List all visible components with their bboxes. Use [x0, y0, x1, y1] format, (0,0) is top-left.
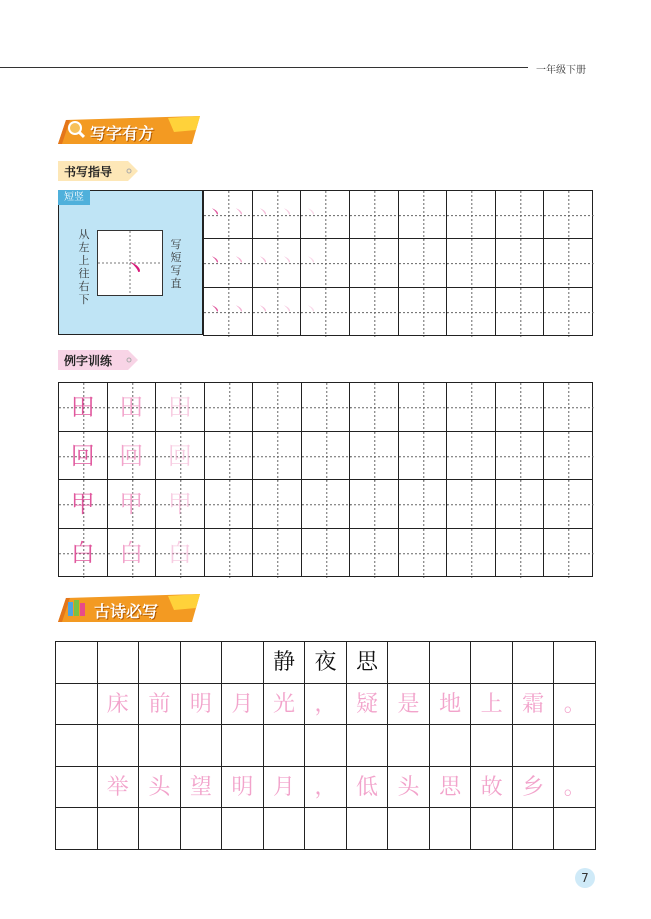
poem-cell: [346, 724, 389, 767]
practice-cell: [155, 382, 205, 432]
poem-cell: [512, 641, 555, 684]
stroke-name-tag: 短竖: [58, 190, 90, 205]
cell-guidelines: [350, 383, 400, 433]
practice-cell: [252, 431, 302, 481]
cell-guidelines: [350, 480, 400, 530]
poem-cell: [221, 724, 264, 767]
poem-line-char: 霜: [512, 683, 555, 726]
trace-stroke: 丶: [255, 251, 272, 271]
poem-cell: [263, 724, 306, 767]
poem-cell: [304, 724, 347, 767]
trace-stroke: 丶: [207, 203, 224, 222]
cell-guidelines: [399, 288, 449, 337]
cell-guidelines: [447, 432, 497, 482]
practice-cell: [543, 528, 593, 578]
cell-guidelines: [447, 529, 497, 579]
page-number: 7: [575, 868, 595, 888]
poem-cell: [138, 807, 181, 850]
stroke-left-hint: 从 左 上 往 右 下: [78, 228, 90, 306]
section-banner-writing: [58, 116, 208, 144]
poem-cell: [138, 724, 181, 767]
poem-line-char: 光: [263, 683, 306, 726]
practice-cell: [155, 528, 205, 578]
cell-guidelines: [302, 480, 352, 530]
poem-cell: [387, 724, 430, 767]
section-banner-poem: [58, 594, 208, 622]
practice-cell: [204, 431, 254, 481]
practice-trace-char: 田: [70, 393, 95, 422]
cell-guidelines: [350, 191, 400, 240]
poem-cell: [97, 807, 140, 850]
cell-guidelines: [399, 239, 449, 288]
poem-cell: [55, 724, 98, 767]
section-title-poem: 古诗必写: [94, 602, 159, 621]
practice-cell: [155, 431, 205, 481]
practice-cell: [107, 382, 157, 432]
stroke-trace-grid: [203, 190, 592, 335]
cell-guidelines: [496, 288, 546, 337]
stroke-model-cell: [97, 230, 163, 296]
trace-cell: [398, 238, 448, 287]
poem-title-char: 思: [346, 641, 389, 684]
trace-stroke: 丶: [231, 203, 248, 222]
cell-guidelines: [496, 383, 546, 433]
trace-stroke: 丶: [207, 299, 224, 319]
poem-title-char: 夜: [304, 641, 347, 684]
practice-cell: [543, 431, 593, 481]
practice-cell: [495, 528, 545, 578]
poem-line-char: 月: [221, 683, 264, 726]
practice-trace-char: 白: [167, 538, 192, 567]
poem-cell: [553, 807, 596, 850]
poem-cell: [263, 807, 306, 850]
practice-cell: [398, 479, 448, 529]
poem-line-char: 前: [138, 683, 181, 726]
poem-line-char: 上: [470, 683, 513, 726]
practice-cell: [349, 431, 399, 481]
cell-guidelines: [253, 529, 303, 579]
practice-trace-char: 田: [119, 393, 144, 422]
practice-cell: [543, 382, 593, 432]
cell-guidelines: [447, 288, 497, 337]
practice-cell: [398, 382, 448, 432]
books-icon: [68, 600, 88, 616]
poem-cell: [55, 683, 98, 726]
poem-cell: [512, 724, 555, 767]
example-practice-grid: [58, 382, 592, 576]
poem-line-char: 月: [263, 766, 306, 809]
practice-cell: [349, 479, 399, 529]
trace-cell: [495, 287, 545, 336]
cell-guidelines: [399, 432, 449, 482]
poem-line-char: 头: [138, 766, 181, 809]
poem-cell: [304, 807, 347, 850]
cell-guidelines: [496, 191, 546, 240]
trace-cell: [446, 190, 496, 239]
cell-guidelines: [302, 432, 352, 482]
cell-guidelines: [205, 480, 255, 530]
poem-line-char: 低: [346, 766, 389, 809]
trace-stroke: 丶: [255, 299, 272, 319]
poem-line-char: 头: [387, 766, 430, 809]
poem-cell: [387, 641, 430, 684]
cell-guidelines: [205, 529, 255, 579]
practice-cell: [349, 382, 399, 432]
trace-stroke: 丶: [303, 251, 320, 271]
poem-line-char: 疑: [346, 683, 389, 726]
poem-cell: [55, 766, 98, 809]
cell-guidelines: [447, 383, 497, 433]
practice-cell: [495, 431, 545, 481]
cell-guidelines: [253, 480, 303, 530]
practice-cell: [446, 479, 496, 529]
practice-cell: [446, 382, 496, 432]
practice-cell: [252, 528, 302, 578]
poem-title-char: 静: [263, 641, 306, 684]
practice-cell: [495, 382, 545, 432]
cell-guidelines: [544, 383, 594, 433]
practice-cell: [252, 382, 302, 432]
poem-line-char: 床: [97, 683, 140, 726]
cell-guidelines: [447, 239, 497, 288]
poem-cell: [387, 807, 430, 850]
poem-line-char: ，: [304, 766, 347, 809]
practice-cell: [398, 528, 448, 578]
grade-label: 一年级下册: [536, 65, 586, 76]
practice-trace-char: 白: [119, 538, 144, 567]
poem-cell: [221, 807, 264, 850]
poem-line-char: 举: [97, 766, 140, 809]
subtab-writing-guide: [58, 161, 142, 181]
poem-cell: [180, 807, 223, 850]
practice-cell: [446, 528, 496, 578]
practice-cell: [252, 479, 302, 529]
cell-guidelines: [302, 383, 352, 433]
section-title-writing: 写字有方: [90, 124, 155, 143]
cell-guidelines: [496, 239, 546, 288]
cell-guidelines: [544, 288, 594, 337]
poem-cell: [97, 641, 140, 684]
practice-trace-char: 甲: [119, 490, 144, 519]
cell-guidelines: [253, 432, 303, 482]
practice-trace-char: 回: [119, 441, 144, 470]
poem-cell: [180, 724, 223, 767]
trace-cell: [495, 190, 545, 239]
practice-trace-char: 甲: [167, 490, 192, 519]
practice-cell: [301, 479, 351, 529]
cell-guidelines: [350, 239, 400, 288]
trace-cell: [349, 190, 399, 239]
cell-guidelines: [447, 480, 497, 530]
cell-guidelines: [544, 432, 594, 482]
poem-cell: [470, 807, 513, 850]
cell-guidelines: [447, 191, 497, 240]
poem-writing-grid: [55, 641, 595, 849]
poem-cell: [97, 724, 140, 767]
practice-trace-char: 田: [167, 393, 192, 422]
poem-cell: [429, 724, 472, 767]
trace-cell: [349, 238, 399, 287]
poem-line-char: 明: [221, 766, 264, 809]
practice-cell: [301, 528, 351, 578]
poem-cell: [470, 724, 513, 767]
practice-cell: [204, 382, 254, 432]
cell-guidelines: [350, 432, 400, 482]
poem-line-char: 明: [180, 683, 223, 726]
poem-cell: [553, 724, 596, 767]
practice-cell: [107, 431, 157, 481]
cell-guidelines: [544, 529, 594, 579]
poem-line-char: 。: [553, 766, 596, 809]
cell-guidelines: [399, 480, 449, 530]
trace-stroke: 丶: [207, 251, 224, 271]
practice-cell: [446, 431, 496, 481]
practice-cell: [301, 382, 351, 432]
poem-cell: [180, 641, 223, 684]
practice-trace-char: 甲: [70, 490, 95, 519]
trace-stroke: 丶: [303, 299, 320, 319]
practice-cell: [58, 431, 108, 481]
trace-cell: [349, 287, 399, 336]
cell-guidelines: [399, 383, 449, 433]
practice-cell: [58, 479, 108, 529]
cell-guidelines: [496, 432, 546, 482]
poem-line-char: 。: [553, 683, 596, 726]
cell-guidelines: [205, 383, 255, 433]
poem-cell: [55, 807, 98, 850]
practice-trace-char: 白: [70, 538, 95, 567]
poem-cell: [221, 641, 264, 684]
stroke-model-glyph: 丶: [122, 255, 149, 285]
stroke-right-hint: 写 短 写 直: [170, 238, 182, 290]
poem-line-char: ，: [304, 683, 347, 726]
cell-guidelines: [496, 480, 546, 530]
cell-guidelines: [544, 239, 594, 288]
trace-stroke: 丶: [231, 299, 248, 319]
subtab-example-practice-label: 例字训练: [64, 354, 113, 368]
poem-cell: [470, 641, 513, 684]
subtab-writing-guide-label: 书写指导: [64, 165, 113, 179]
trace-cell: [446, 238, 496, 287]
subtab-example-practice: [58, 350, 142, 370]
trace-stroke: 丶: [255, 203, 272, 222]
cell-guidelines: [399, 191, 449, 240]
trace-cell: [543, 287, 593, 336]
poem-line-char: 望: [180, 766, 223, 809]
practice-trace-char: 回: [70, 441, 95, 470]
poem-cell: [512, 807, 555, 850]
cell-guidelines: [399, 529, 449, 579]
trace-stroke: 丶: [279, 203, 296, 222]
trace-stroke: 丶: [303, 203, 320, 222]
cell-guidelines: [302, 529, 352, 579]
poem-cell: [346, 807, 389, 850]
practice-cell: [204, 528, 254, 578]
header-rule: [0, 67, 528, 68]
practice-cell: [543, 479, 593, 529]
poem-line-char: 地: [429, 683, 472, 726]
practice-cell: [58, 528, 108, 578]
poem-cell: [429, 807, 472, 850]
cell-guidelines: [544, 480, 594, 530]
poem-cell: [429, 641, 472, 684]
practice-cell: [301, 431, 351, 481]
practice-cell: [107, 528, 157, 578]
trace-cell: [543, 190, 593, 239]
poem-line-char: 是: [387, 683, 430, 726]
poem-line-char: 思: [429, 766, 472, 809]
poem-cell: [138, 641, 181, 684]
cell-guidelines: [350, 529, 400, 579]
poem-cell: [553, 641, 596, 684]
practice-cell: [58, 382, 108, 432]
trace-cell: [543, 238, 593, 287]
practice-trace-char: 回: [167, 441, 192, 470]
trace-stroke: 丶: [231, 251, 248, 271]
practice-cell: [349, 528, 399, 578]
trace-cell: [398, 287, 448, 336]
poem-line-char: 乡: [512, 766, 555, 809]
cell-guidelines: [544, 191, 594, 240]
practice-cell: [107, 479, 157, 529]
trace-cell: [495, 238, 545, 287]
cell-guidelines: [496, 529, 546, 579]
poem-cell: [55, 641, 98, 684]
trace-stroke: 丶: [279, 251, 296, 271]
practice-cell: [155, 479, 205, 529]
cell-guidelines: [205, 432, 255, 482]
cell-guidelines: [350, 288, 400, 337]
practice-cell: [204, 479, 254, 529]
trace-cell: [446, 287, 496, 336]
cell-guidelines: [253, 383, 303, 433]
practice-cell: [398, 431, 448, 481]
trace-cell: [398, 190, 448, 239]
practice-cell: [495, 479, 545, 529]
poem-line-char: 故: [470, 766, 513, 809]
trace-stroke: 丶: [279, 299, 296, 319]
